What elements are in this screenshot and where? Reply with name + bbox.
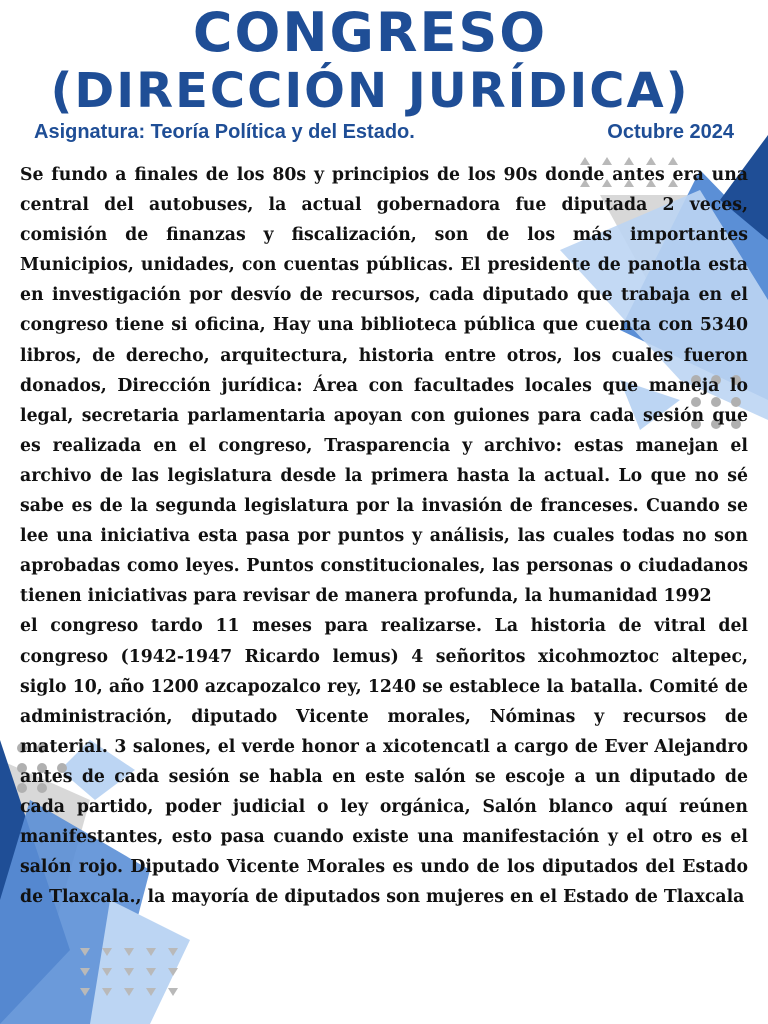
date-label: Octubre 2024 [607,121,734,143]
body-paragraph-1: Se fundo a finales de los 80s y principios de los 90s donde antes era una central del autobuses, la actual gobernadora fue diputada 2 veces, comisión de finanzas y fiscalización, son de los más importantes Municipios, unidades, con cuentas públicas. El presidente de panotla esta en investigación por desvío de recursos, cada diputado que trabaja en el congreso tiene si oficina, Hay una biblioteca pública que cuenta con 5340 libros, de derecho, arquitectura, historia entre otros, los cuales fueron donados, Dirección jurídica: Área con facultades locales que maneja lo legal, secretaria parlamentaria apoyan con guiones para cada sesión que es realizada en el congreso, Trasparencia y archivo: estas manejan el archivo de las legislatura desde la primera hasta la actual. Lo que no sé sabe es de la segunda legislatura por la invasión de franceses. Cuando se lee una iniciativa esta pasa por puntos y análisis, las cuales todas no son aprobadas como leyes. Puntos constitucionales, las personas o ciudadanos tienen iniciativas para revisar de manera profunda, la humanidad 1992 [20,165,748,607]
body-paragraph-2: el congreso tardo 11 meses para realizarse. La historia de vitral del congreso (1942-1947 Ricardo lemus) 4 señoritos xicohmoztoc altepec, siglo 10, año 1200 azcapozalco rey, 1240 se establece la batalla. Comité de administración, diputado Vicente morales, Nóminas y recursos de material. 3 salones, el verde honor a xicotencatl a cargo de Ever Alejandro antes de cada sesión se habla en este salón se escoje a un diputado de cada partido, poder judicial o ley orgánica, Salón blanco aquí reúnen manifestantes, esto pasa cuando existe una manifestación y el otro es el salón rojo. Diputado Vicente Morales es undo de los diputados del Estado de Tlaxcala., la mayoría de diputados son mujeres en el Estado de Tlaxcala [20,616,748,908]
page-title-line-2: (DIRECCIÓN JURÍDICA) [50,63,690,119]
subject-label: Asignatura: Teoría Política y del Estado. [34,121,415,143]
body-text [20,160,748,912]
page-title-line-1: CONGRESO [192,1,548,64]
